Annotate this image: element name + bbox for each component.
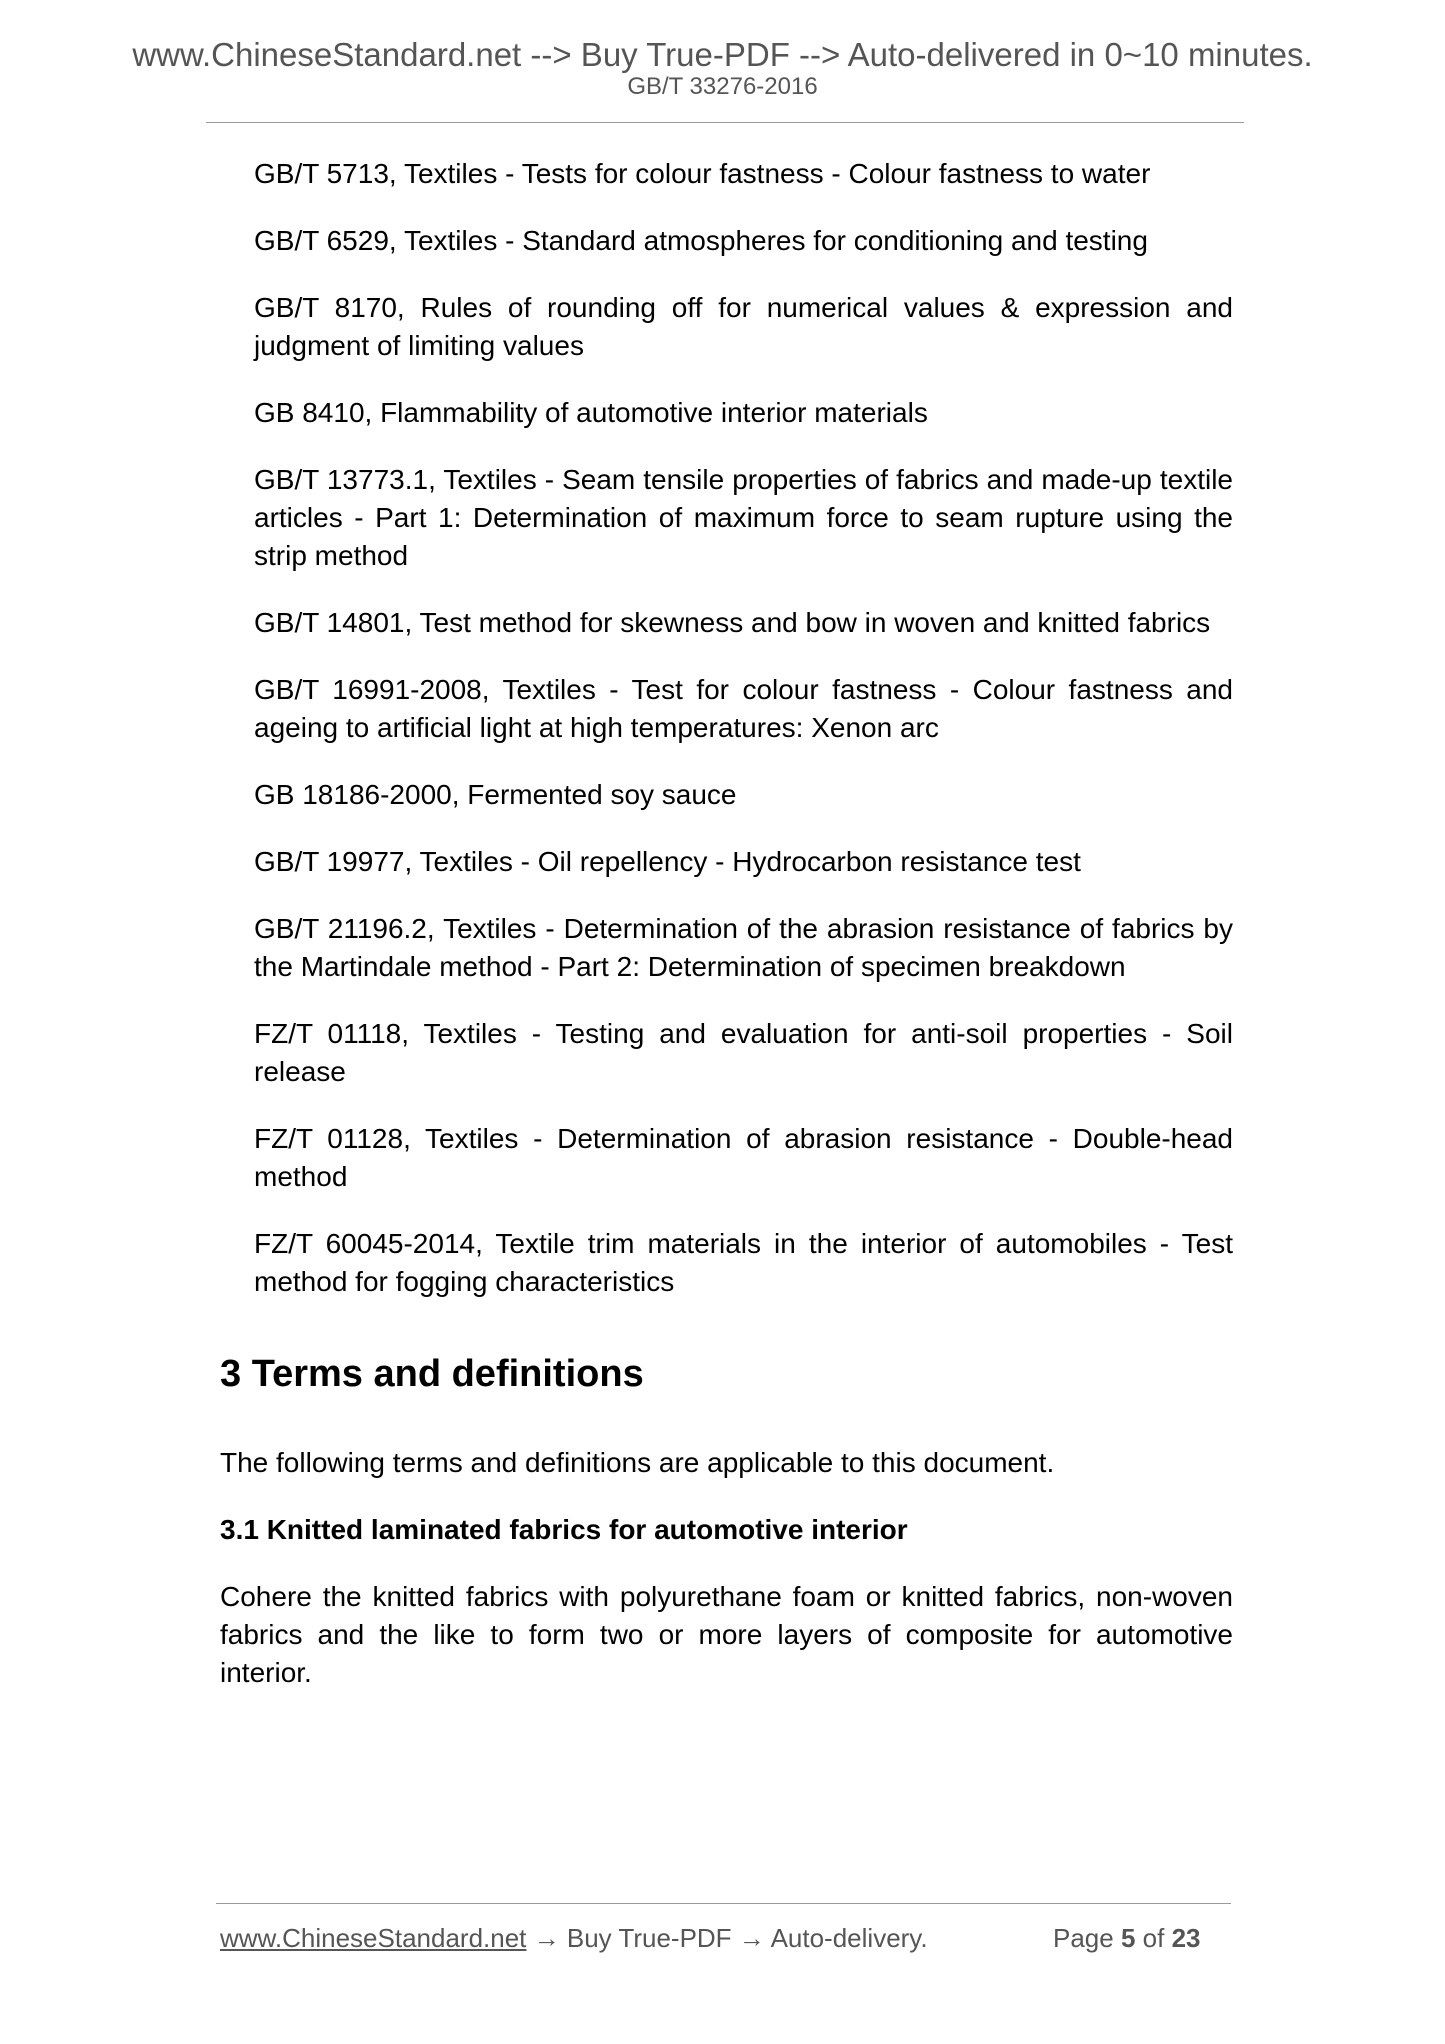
header-banner: www.ChineseStandard.net --> Buy True-PDF --> Auto-delivered in 0~10 minutes. (132, 36, 1313, 73)
reference-item: GB/T 16991-2008, Textiles - Test for colour fastness - Colour fastness and ageing to artificial light at high temperatures: Xenon arc (254, 674, 1233, 743)
reference-item: FZ/T 01128, Textiles - Determination of abrasion resistance - Double-head method (254, 1123, 1233, 1192)
page-word: Page (1053, 1923, 1114, 1953)
footer-divider (216, 1903, 1231, 1904)
term-heading: 3.1 Knitted laminated fabrics for automotive interior (220, 1514, 908, 1545)
reference-item: GB/T 21196.2, Textiles - Determination of the abrasion resistance of fabrics by the Martindale method - Part 2: Determination of specimen breakdown (254, 913, 1233, 982)
footer-promo-text: → Buy True-PDF → Auto-delivery. (526, 1923, 928, 1953)
reference-item: FZ/T 60045-2014, Textile trim materials in the interior of automobiles - Test method for fogging characteristics (254, 1228, 1233, 1297)
normative-references-list (254, 155, 1233, 1330)
standard-code: GB/T 33276-2016 (627, 73, 818, 100)
term-definition: Cohere the knitted fabrics with polyurethane foam or knitted fabrics, non-woven fabrics and the like to form two or more layers of composite for automotive interior. (220, 1581, 1233, 1688)
reference-item: GB/T 8170, Rules of rounding off for numerical values & expression and judgment of limiting values (254, 292, 1233, 361)
section-heading: 3 Terms and definitions (220, 1353, 644, 1395)
reference-item: GB/T 14801, Test method for skewness and bow in woven and knitted fabrics (254, 607, 1211, 638)
reference-item: GB/T 13773.1, Textiles - Seam tensile properties of fabrics and made-up textile articles - Part 1: Determination of maximum force to seam rupture using the strip method (254, 464, 1233, 571)
footer-promo (220, 1921, 928, 1955)
page-of: of (1142, 1923, 1165, 1953)
page-number (1053, 1921, 1201, 1955)
header-divider (206, 122, 1244, 123)
footer-site-link[interactable]: www.ChineseStandard.net (220, 1923, 527, 1953)
reference-item: GB 18186-2000, Fermented soy sauce (254, 779, 737, 810)
reference-item: GB/T 19977, Textiles - Oil repellency - Hydrocarbon resistance test (254, 846, 1081, 877)
reference-item: GB/T 5713, Textiles - Tests for colour fastness - Colour fastness to water (254, 158, 1151, 189)
section-intro: The following terms and definitions are applicable to this document. (220, 1447, 1055, 1478)
reference-item: GB/T 6529, Textiles - Standard atmospheres for conditioning and testing (254, 225, 1148, 256)
reference-item: GB 8410, Flammability of automotive interior materials (254, 397, 928, 428)
page-current: 5 (1120, 1923, 1136, 1953)
page-total: 23 (1171, 1923, 1201, 1953)
reference-item: FZ/T 01118, Textiles - Testing and evaluation for anti-soil properties - Soil release (254, 1018, 1233, 1087)
